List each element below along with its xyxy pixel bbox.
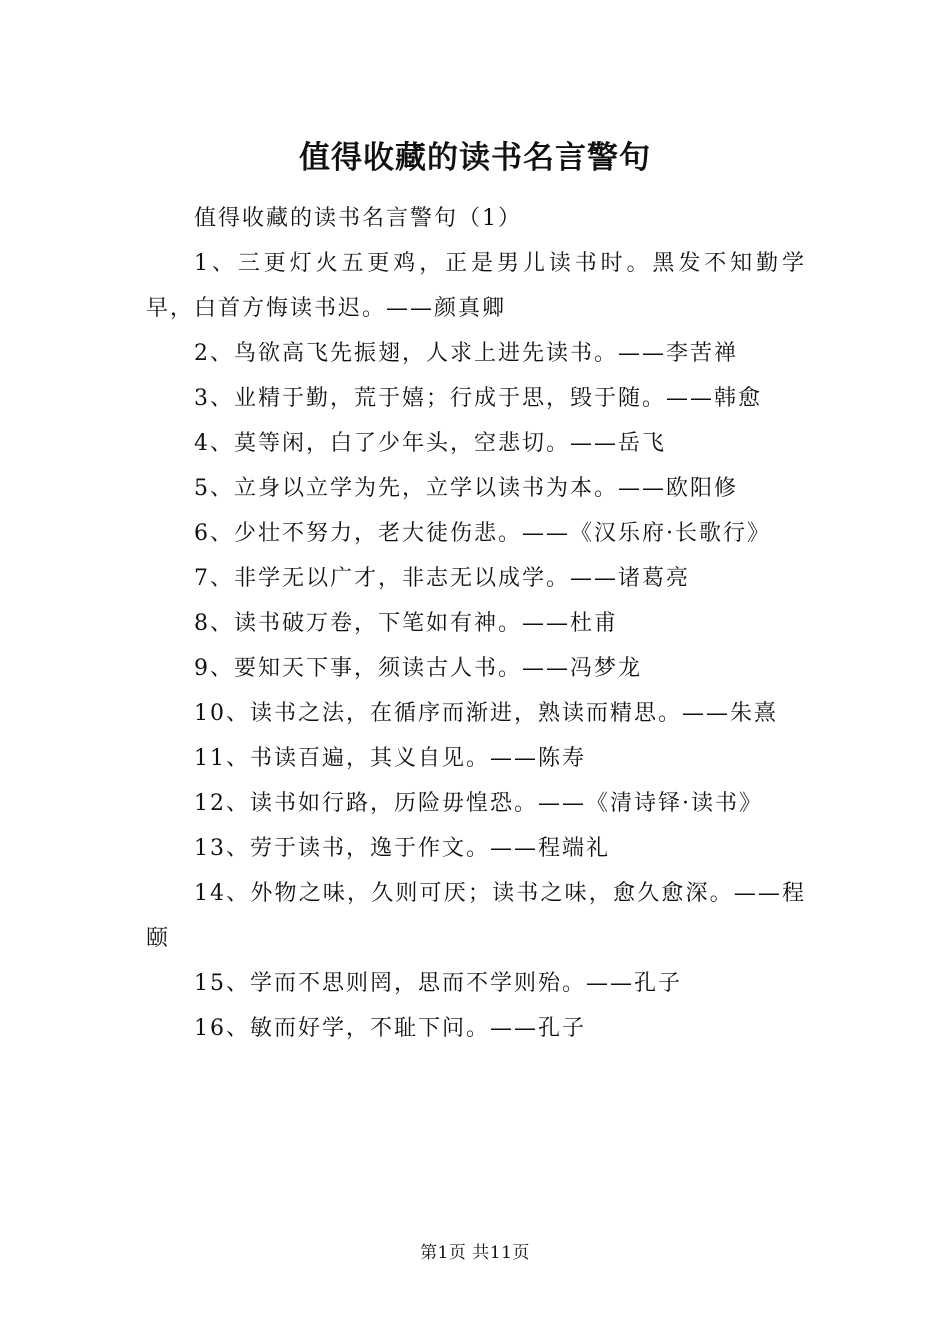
quote-item: 4、莫等闲，白了少年头，空悲切。——岳飞 xyxy=(194,431,666,456)
quote-item: 9、要知天下事，须读古人书。——冯梦龙 xyxy=(194,656,642,681)
quote-item: 12、读书如行路，历险毋惶恐。——《清诗铎·读书》 xyxy=(194,791,763,816)
quote-item: 13、劳于读书，逸于作文。——程端礼 xyxy=(194,836,610,861)
quote-item: 5、立身以立学为先，立学以读书为本。——欧阳修 xyxy=(194,476,738,501)
quote-item: 10、读书之法，在循序而渐进，熟读而精思。——朱熹 xyxy=(194,701,778,726)
quote-item: 15、学而不思则罔，思而不学则殆。——孔子 xyxy=(194,971,682,996)
quote-item: 1、三更灯火五更鸡，正是男儿读书时。黑发不知勤学早，白首方悔读书迟。——颜真卿 xyxy=(146,251,806,321)
quote-item: 3、业精于勤，荒于嬉；行成于思，毁于随。——韩愈 xyxy=(194,386,762,411)
quote-item: 6、少壮不努力，老大徒伤悲。——《汉乐府·长歌行》 xyxy=(194,521,771,546)
quote-item: 7、非学无以广才，非志无以成学。——诸葛亮 xyxy=(194,566,690,591)
document-title: 值得收藏的读书名言警句 xyxy=(299,140,651,176)
quote-item: 16、敏而好学，不耻下问。——孔子 xyxy=(194,1016,586,1041)
document-body xyxy=(146,196,806,1051)
quote-item: 8、读书破万卷，下笔如有神。——杜甫 xyxy=(194,611,618,636)
quote-item: 11、书读百遍，其义自见。——陈寿 xyxy=(194,746,586,771)
section-heading: 值得收藏的读书名言警句（1） xyxy=(194,206,522,231)
quote-item: 14、外物之味，久则可厌；读书之味，愈久愈深。——程颐 xyxy=(146,881,806,951)
quote-item: 2、鸟欲高飞先振翅，人求上进先读书。——李苦禅 xyxy=(194,341,738,366)
page-footer: 第1页 共11页 xyxy=(420,1243,530,1263)
